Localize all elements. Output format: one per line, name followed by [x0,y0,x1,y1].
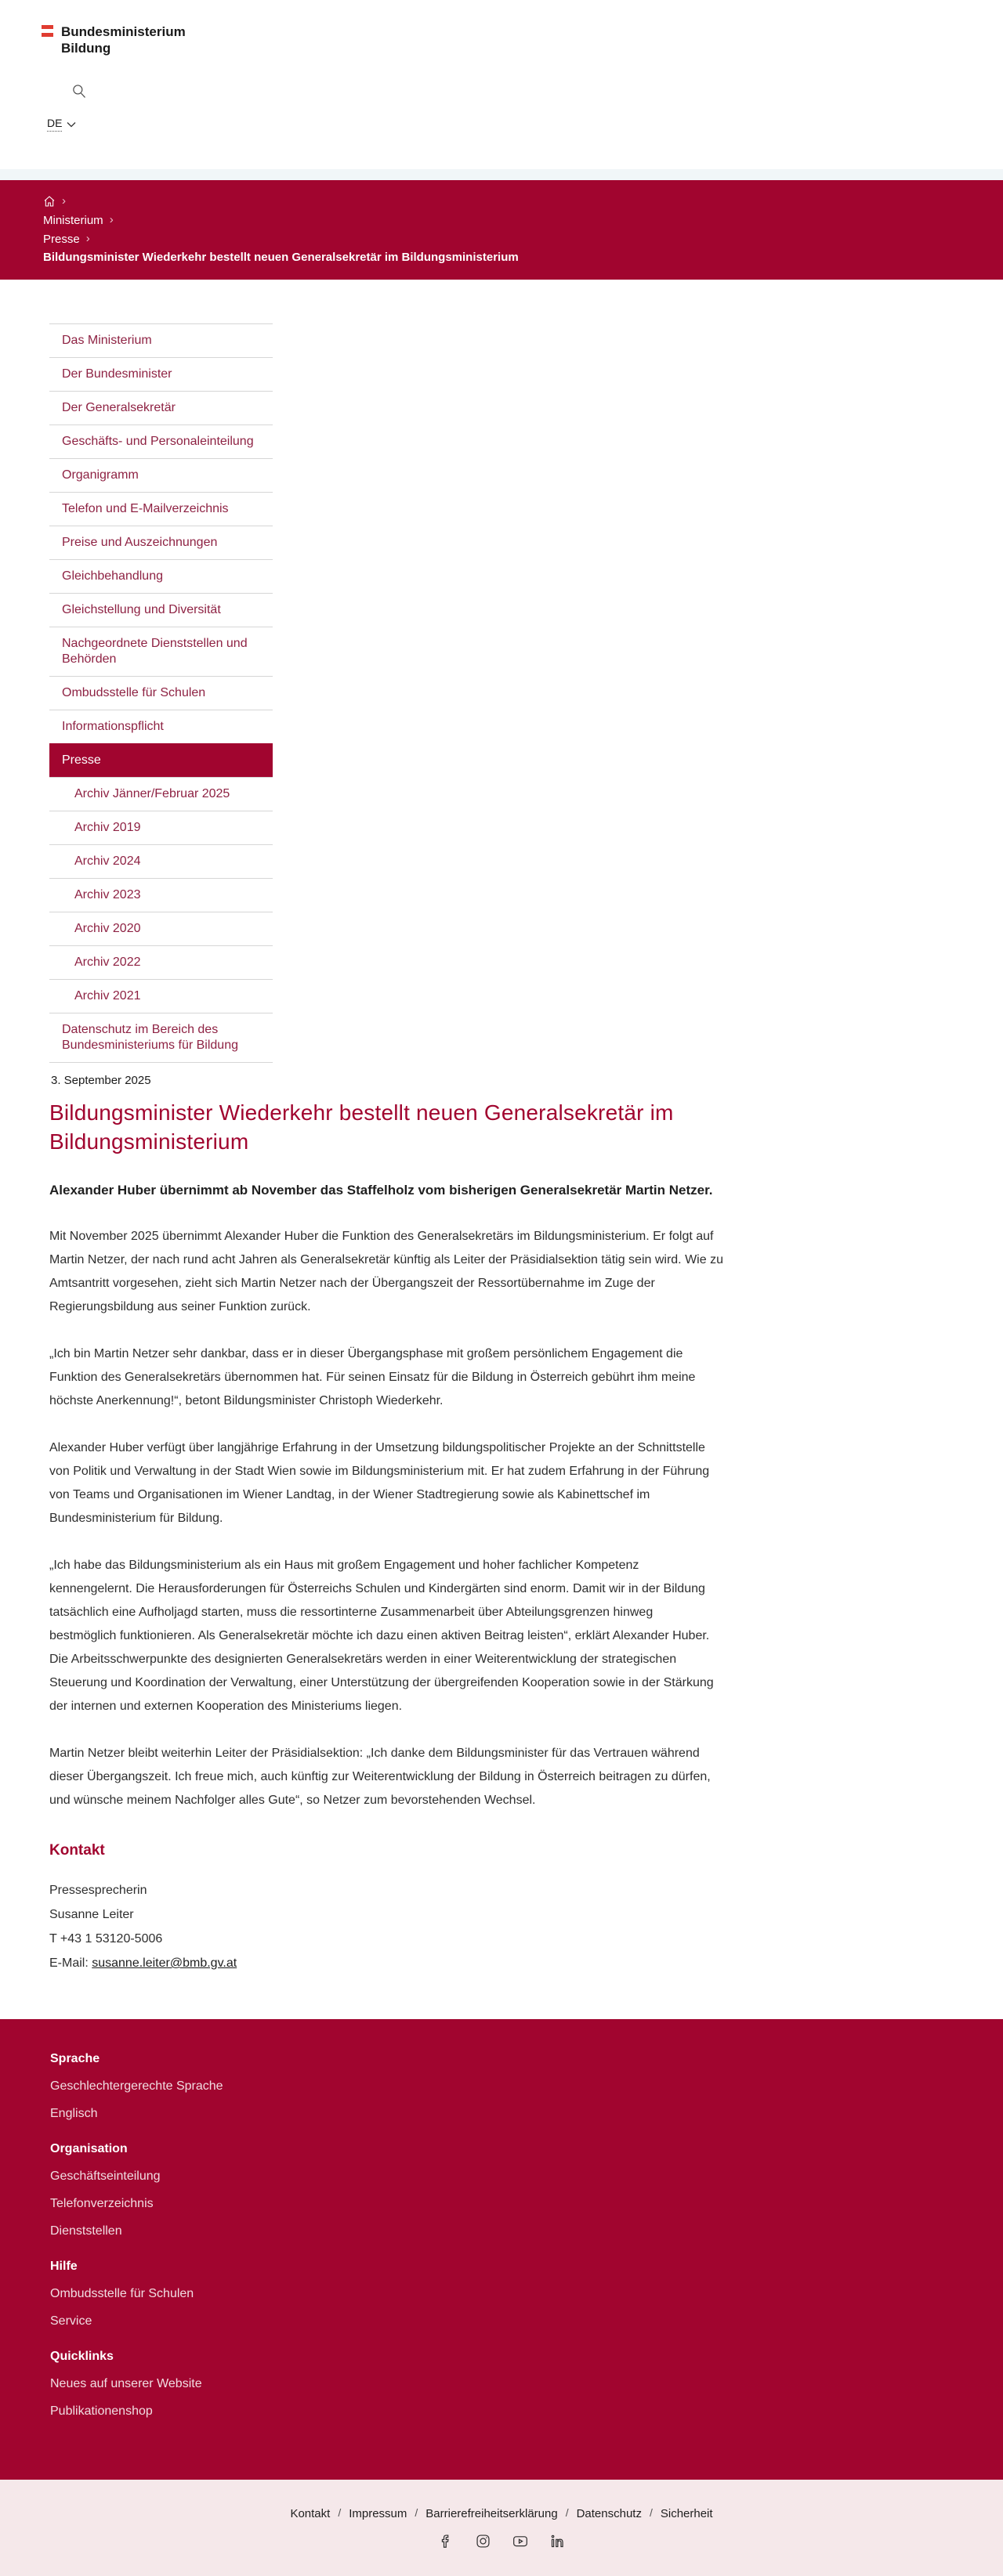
ministry-logo[interactable] [42,23,1003,56]
footer-link-ombudsstelle[interactable]: Ombudsstelle für Schulen [50,2287,194,2300]
sidebar-item-geschaefts-und-personaleinteilung[interactable]: Geschäfts- und Personaleinteilung [62,435,254,448]
article-title: Bildungsminister Wiederkehr bestellt neuen Generalsekretär im Bildungsministerium [49,1100,674,1154]
breadcrumb-link-ministerium[interactable]: Ministerium [43,213,103,227]
sidebar-row [49,458,273,492]
sidebar-item-archiv-jaenner-februar-2025[interactable]: Archiv Jänner/Februar 2025 [74,787,230,800]
language-label: DE [47,117,62,132]
breadcrumb-separator [62,194,66,208]
footer-group-title: Sprache [50,2052,100,2065]
sidebar-row [49,323,273,357]
sidebar-item-archiv-2024[interactable]: Archiv 2024 [74,854,141,868]
footer-group-sprache [50,2052,953,2122]
austria-flag-icon [42,25,53,37]
sidebar-item-organigramm[interactable]: Organigramm [62,468,139,482]
facebook-icon [438,2533,454,2549]
footer-link-neues-auf-unserer-website[interactable]: Neues auf unserer Website [50,2377,202,2390]
sidebar-item-preise-und-auszeichnungen[interactable]: Preise und Auszeichnungen [62,536,218,549]
bottom-link-impressum[interactable]: Impressum [349,2506,407,2520]
sidebar-row [49,777,273,811]
contact-phone: T +43 1 53120-5006 [49,1932,163,1946]
contact-email-label: E-Mail: [49,1956,92,1970]
footer-link-geschaeftseinteilung[interactable]: Geschäftseinteilung [50,2170,161,2183]
sidebar-row [49,676,273,710]
sidebar-row [49,425,273,458]
bottom-bar [0,2480,1003,2576]
sidebar-item-archiv-2019[interactable]: Archiv 2019 [74,821,141,834]
home-icon [43,195,56,208]
sidebar-row [49,979,273,1013]
sidebar-row [49,526,273,559]
sidebar-row [49,710,273,743]
header-divider [0,169,1003,180]
breadcrumb-separator [110,213,114,227]
contact-name: Susanne Leiter [49,1908,134,1921]
sidebar-item-nachgeordnete-dienststellen[interactable]: Nachgeordnete Dienststellen und Behörden [62,637,248,666]
sidebar-item-presse[interactable]: Presse [62,753,101,767]
sidebar-row [49,1013,273,1063]
sidebar-row [49,945,273,979]
breadcrumb-current: Bildungsminister Wiederkehr bestellt neuen Generalsekretär im Bildungsministerium [43,251,519,264]
footer-link-geschlechtergerechte-sprache[interactable]: Geschlechtergerechte Sprache [50,2079,223,2093]
sidebar-row [49,878,273,912]
footer-group-quicklinks [50,2350,953,2419]
footer-group-title: Hilfe [50,2260,78,2273]
search-button[interactable] [71,83,87,99]
breadcrumb-row [43,232,1003,246]
sidebar-item-archiv-2020[interactable]: Archiv 2020 [74,922,141,935]
footer-link-telefonverzeichnis[interactable]: Telefonverzeichnis [50,2197,154,2210]
sidebar-row [49,492,273,526]
ministry-name [61,23,186,56]
sidebar-row [49,811,273,844]
breadcrumb-separator [86,232,90,246]
linkedin-link[interactable] [549,2533,566,2549]
footer-link-publikationenshop[interactable]: Publikationenshop [50,2404,153,2418]
article-paragraph-2: „Ich bin Martin Netzer sehr dankbar, dass er in dieser Übergangsphase mit großem persönlichem Engagement die Funktion des Generalsekretärs übernommen hat. Für seinen Einsatz für die Bildung in Österreich gebührt ihm meine höchste Anerkennung!“, betont Bildungsminister Christoph Wiederkehr. [49,1347,696,1407]
bottom-link-sicherheit[interactable]: Sicherheit [660,2506,713,2520]
bottom-link-kontakt[interactable]: Kontakt [290,2506,331,2520]
footer-group-hilfe [50,2260,953,2329]
footer-group-organisation [50,2142,953,2239]
main-content [0,280,1003,2019]
youtube-link[interactable] [512,2533,529,2549]
contact-block [49,1878,723,1975]
bottom-link-datenschutz[interactable]: Datenschutz [576,2506,642,2520]
link-separator [338,2506,341,2520]
chevron-down-icon [67,121,76,128]
contact-email-link[interactable]: susanne.leiter@bmb.gv.at [92,1956,237,1970]
language-selector[interactable] [47,117,1003,132]
sidebar-row [49,844,273,878]
sidebar-item-gleichbehandlung[interactable]: Gleichbehandlung [62,569,163,583]
sidebar-item-archiv-2022[interactable]: Archiv 2022 [74,956,141,969]
sidebar-item-das-ministerium[interactable]: Das Ministerium [62,334,152,347]
article-lead: Alexander Huber übernimmt ab November das Staffelholz vom bisherigen Generalsekretär Martin Netzer. [49,1183,713,1198]
breadcrumb-link-presse[interactable]: Presse [43,232,80,246]
footer-link-service[interactable]: Service [50,2314,92,2328]
ministry-name-line1: Bundesministerium [61,24,186,39]
contact-heading: Kontakt [49,1842,105,1859]
sidebar-item-datenschutz[interactable]: Datenschutz im Bereich des Bundesministeriums für Bildung [62,1023,238,1052]
sidebar-item-ombudsstelle-fuer-schulen[interactable]: Ombudsstelle für Schulen [62,686,206,699]
sidebar-row [49,391,273,425]
article-date: 3. September 2025 [51,1074,151,1087]
search-icon [71,83,87,99]
site-header [0,0,1003,180]
sidebar-item-informationspflicht[interactable]: Informationspflicht [62,720,164,733]
article-paragraph-3: Alexander Huber verfügt über langjährige Erfahrung in der Umsetzung bildungspolitischer Projekte an der Schnittstelle von Politik und Verwaltung in der Stadt Wien sowie im Bildungsministerium mit. Er hat zudem Erfahrung in der Führung von Teams und Organisationen im Wiener Landtag, in der Wiener Stadtregierung sowie als Kabinettschef im Bundesministerium für Bildung. [49,1441,710,1525]
contact-role: Pressesprecherin [49,1884,147,1897]
sidebar-item-archiv-2021[interactable]: Archiv 2021 [74,989,141,1003]
link-separator [415,2506,418,2520]
breadcrumb-home-link[interactable] [43,195,56,208]
article-paragraph-5: Martin Netzer bleibt weiterhin Leiter der Präsidialsektion: „Ich danke dem Bildungsminister für das Vertrauen während dieser Übergangszeit. Ich freue mich, auch künftig zur Weiterentwicklung der Bildung in Österreich beitragen zu dürfen, und wünsche meinem Nachfolger alles Gute“, so Netzer zum bevorstehenden Wechsel. [49,1747,711,1807]
breadcrumb-row [43,213,1003,227]
sidebar-navigation [49,323,273,1063]
breadcrumb-home-row [43,194,1003,208]
ministry-name-line2: Bildung [61,41,111,56]
sidebar-row [49,912,273,945]
sidebar-row [49,593,273,627]
sidebar-row [49,627,273,676]
sidebar-item-der-bundesminister[interactable]: Der Bundesminister [62,367,172,381]
footer-group-title: Quicklinks [50,2350,114,2363]
article-paragraph-4: „Ich habe das Bildungsministerium als ein Haus mit großem Engagement und hoher fachlicher Kompetenz kennengelernt. Die Herausforderungen für Österreichs Schulen und Kindergärten sind enorm. Damit wir in der Bildung tatsächlich eine Aufholjagd starten, muss die ressortinterne Zusammenarbeit über Abteilungsgrenzen hinweg bestmöglich funktionieren. Als Generalsekretär möchte ich dazu einen aktiven Beitrag leisten“, erklärt Alexander Huber. Die Arbeitsschwerpunkte des designierten Generalsekretärs werden in einer Weiterentwicklung der strategischen Steuerung und Koordination der Verwaltung, einer Unterstützung der übergreifenden Kooperation sowie in der Stärkung der internen und externen Kooperation des Ministeriums liegen. [49,1559,714,1713]
facebook-link[interactable] [438,2533,454,2549]
sidebar-row-active [49,743,273,777]
sidebar-item-archiv-2023[interactable]: Archiv 2023 [74,888,141,901]
footer-group-title: Organisation [50,2142,128,2155]
youtube-icon [512,2533,529,2549]
legal-links [290,2506,712,2520]
instagram-link[interactable] [475,2533,491,2549]
instagram-icon [475,2533,491,2549]
sidebar-row [49,357,273,391]
social-links [438,2533,566,2549]
footer-link-englisch[interactable]: Englisch [50,2107,98,2120]
link-separator [650,2506,653,2520]
breadcrumb [0,180,1003,280]
article-paragraph-1: Mit November 2025 übernimmt Alexander Huber die Funktion des Generalsekretärs im Bildungsministerium. Er folgt auf Martin Netzer, der nach rund acht Jahren als Generalsekretär künftig als Leiter der Präsidialsektion tätig sein wird. Wie zu Amtsantritt vorgesehen, zieht sich Martin Netzer nach der Übergangszeit der Ressortübernahme im Zuge der Regierungsbildung aus seiner Funktion zurück. [49,1230,723,1313]
sidebar-item-telefon-und-emailverzeichnis[interactable]: Telefon und E-Mailverzeichnis [62,502,229,515]
sidebar-item-der-generalsekretaer[interactable]: Der Generalsekretär [62,401,176,414]
footer [0,2019,1003,2480]
sidebar-row [49,559,273,593]
sidebar-item-gleichstellung-und-diversitaet[interactable]: Gleichstellung und Diversität [62,603,221,616]
press-article [49,1074,723,1975]
linkedin-icon [549,2533,566,2549]
bottom-link-barrierefreiheitserklaerung[interactable]: Barrierefreiheitserklärung [425,2506,558,2520]
link-separator [566,2506,569,2520]
footer-link-dienststellen[interactable]: Dienststellen [50,2224,122,2238]
